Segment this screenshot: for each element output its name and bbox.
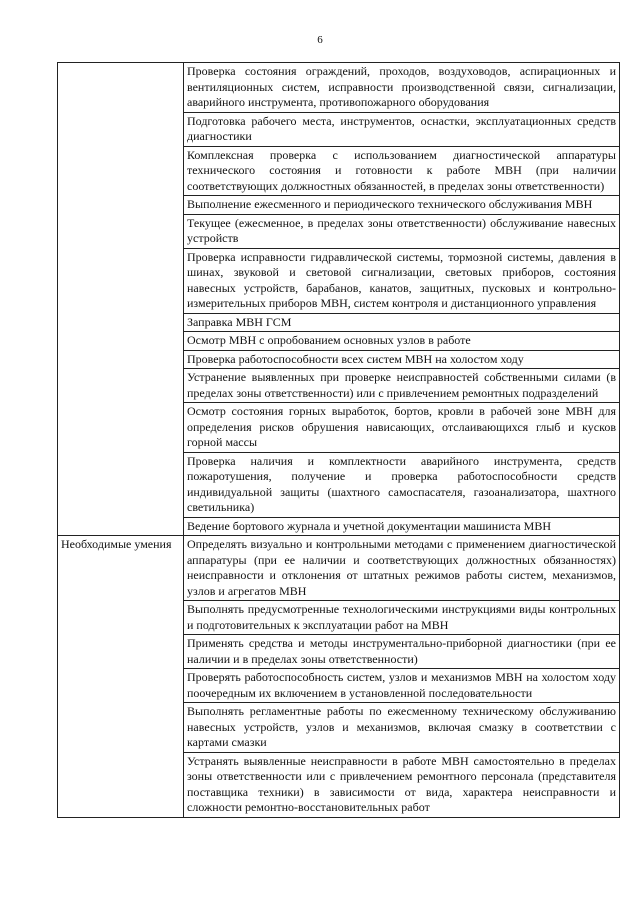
- item-cell: Проверка состояния ограждений, проходов, воздуховодов, аспирационных и вентиляционных систем, исправности производственной связи, сигнализации, аварийного инструмента, противопожарного оборудования: [184, 63, 620, 113]
- item-cell: Проверять работоспособность систем, узлов и механизмов МВН на холостом ходу поочередным их включением в установленной последовательности: [184, 669, 620, 703]
- table-row: [58, 536, 620, 601]
- item-cell: Устранять выявленные неисправности в работе МВН самостоятельно в пределах зоны ответственности или с привлечением ремонтного персонала (представителя поставщика техники) в зависимости от вида, характера неисправности и сложности ремонтно-восстановительных работ: [184, 752, 620, 817]
- item-cell: Выполнять предусмотренные технологическими инструкциями виды контрольных и подготовительных к эксплуатации работ на МВН: [184, 601, 620, 635]
- item-cell: Выполнять регламентные работы по ежесменному техническому обслуживанию навесных устройств, узлов и механизмов, включая смазку в соответствии с картами смазки: [184, 703, 620, 753]
- item-cell: Подготовка рабочего места, инструментов, оснастки, эксплуатационных средств диагностики: [184, 112, 620, 146]
- item-cell: Заправка МВН ГСМ: [184, 313, 620, 332]
- item-cell: Ведение бортового журнала и учетной документации машиниста МВН: [184, 517, 620, 536]
- table-row: [58, 63, 620, 113]
- requirements-table: [57, 62, 620, 818]
- page-number: 6: [317, 34, 323, 46]
- item-cell: Применять средства и методы инструментально-приборной диагностики (при ее наличии и в пределах зоны ответственности): [184, 635, 620, 669]
- item-cell: Устранение выявленных при проверке неисправностей собственными силами (в пределах зоны ответственности) или с привлечением ремонтных подразделений: [184, 369, 620, 403]
- group-label-cell: [58, 63, 184, 536]
- requirements-table-body: [58, 63, 620, 818]
- item-cell: Проверка работоспособности всех систем МВН на холостом ходу: [184, 350, 620, 369]
- item-cell: Комплексная проверка с использованием диагностической аппаратуры технического состояния и готовности к работе МВН (при наличии соответствующих должностных обязанностей, в пределах зоны ответственности): [184, 146, 620, 196]
- item-cell: Определять визуально и контрольными методами с применением диагностической аппаратуры (при ее наличии и соответствующих должностных обязанностях) неисправности и отклонения от штатных режимов работы систем, механизмов, узлов и агрегатов МВН: [184, 536, 620, 601]
- item-cell: Выполнение ежесменного и периодического технического обслуживания МВН: [184, 196, 620, 215]
- group-label-cell: Необходимые умения: [58, 536, 184, 818]
- item-cell: Осмотр состояния горных выработок, бортов, кровли в рабочей зоне МВН для определения рисков обрушения нависающих, отслаивающихся глыб и кусков горной массы: [184, 403, 620, 453]
- item-cell: Текущее (ежесменное, в пределах зоны ответственности) обслуживание навесных устройств: [184, 214, 620, 248]
- item-cell: Проверка наличия и комплектности аварийного инструмента, средств пожаротушения, получение и проверка работоспособности средств индивидуальной защиты (шахтного самоспасателя, газоанализатора, шахтного светильника): [184, 452, 620, 517]
- item-cell: Проверка исправности гидравлической системы, тормозной системы, давления в шинах, звуковой и световой сигнализации, световых приборов, состояния навесных устройств, барабанов, канатов, защитных, пусковых и контрольно-измерительных приборов МВН, систем контроля и дистанционного управления: [184, 248, 620, 313]
- item-cell: Осмотр МВН с опробованием основных узлов в работе: [184, 332, 620, 351]
